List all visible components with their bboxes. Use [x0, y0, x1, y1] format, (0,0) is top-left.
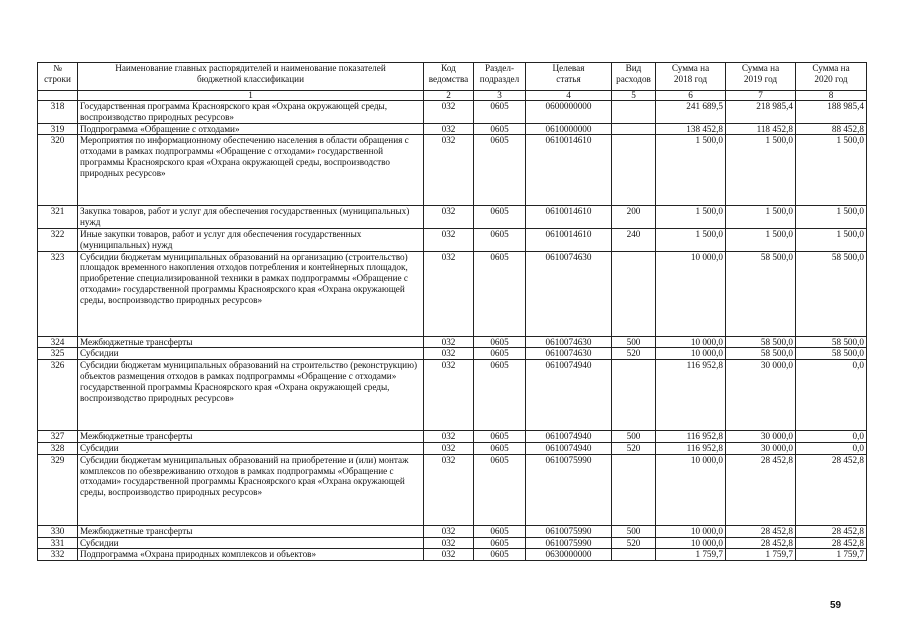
row-sum-2020: 88 452,8	[796, 123, 867, 135]
row-sum-2019: 30 000,0	[726, 442, 796, 454]
row-sum-2018: 116 952,8	[656, 431, 726, 443]
row-sum-2019: 28 452,8	[726, 537, 796, 549]
row-number: 324	[38, 336, 78, 348]
row-number: 331	[38, 537, 78, 549]
row-name: Иные закупки товаров, работ и услуг для обеспечения государственных (муниципальных) нужд	[78, 228, 424, 251]
row-name: Межбюджетные трансферты	[78, 525, 424, 537]
header-dept-code: Код ведомства	[424, 63, 474, 91]
row-target-article: 0610075990	[526, 525, 612, 537]
row-sum-2018: 10 000,0	[656, 525, 726, 537]
row-section: 0605	[474, 336, 526, 348]
row-name: Межбюджетные трансферты	[78, 431, 424, 443]
row-expense-type: 520	[612, 442, 656, 454]
row-target-article: 0610074940	[526, 360, 612, 431]
row-target-article: 0610014610	[526, 228, 612, 251]
row-expense-type: 500	[612, 431, 656, 443]
table-row	[38, 336, 867, 348]
row-section: 0605	[474, 228, 526, 251]
row-sum-2018: 10 000,0	[656, 336, 726, 348]
row-expense-type	[612, 549, 656, 561]
column-number: 6	[656, 91, 726, 101]
row-dept-code: 032	[424, 431, 474, 443]
row-name: Закупка товаров, работ и услуг для обеспечения государственных (муниципальных) нужд	[78, 206, 424, 229]
row-sum-2019: 28 452,8	[726, 525, 796, 537]
row-target-article: 0610014610	[526, 206, 612, 229]
row-sum-2020: 58 500,0	[796, 336, 867, 348]
row-number: 329	[38, 454, 78, 525]
column-number: 1	[78, 91, 424, 101]
row-dept-code: 032	[424, 123, 474, 135]
row-sum-2020: 0,0	[796, 442, 867, 454]
column-number-row	[38, 91, 867, 101]
header-sum-2018: Сумма на 2018 год	[656, 63, 726, 91]
table-row	[38, 135, 867, 206]
row-number: 328	[38, 442, 78, 454]
row-section: 0605	[474, 251, 526, 336]
row-dept-code: 032	[424, 101, 474, 124]
row-expense-type: 520	[612, 348, 656, 360]
page-number: 59	[830, 600, 842, 611]
table-row	[38, 251, 867, 336]
row-number: 318	[38, 101, 78, 124]
row-number: 323	[38, 251, 78, 336]
column-number: 4	[526, 91, 612, 101]
row-sum-2018: 241 689,5	[656, 101, 726, 124]
row-target-article: 0610074630	[526, 336, 612, 348]
row-sum-2020: 1 759,7	[796, 549, 867, 561]
row-sum-2019: 30 000,0	[726, 360, 796, 431]
table-row	[38, 525, 867, 537]
table-row	[38, 360, 867, 431]
header-section: Раздел- подраздел	[474, 63, 526, 91]
row-target-article: 0610075990	[526, 537, 612, 549]
row-number: 330	[38, 525, 78, 537]
row-expense-type: 500	[612, 525, 656, 537]
row-expense-type	[612, 101, 656, 124]
row-section: 0605	[474, 348, 526, 360]
row-number: 327	[38, 431, 78, 443]
row-sum-2019: 218 985,4	[726, 101, 796, 124]
row-dept-code: 032	[424, 251, 474, 336]
header-row	[38, 63, 867, 91]
row-sum-2020: 28 452,8	[796, 537, 867, 549]
table-row	[38, 348, 867, 360]
table-row	[38, 206, 867, 229]
table-row	[38, 101, 867, 124]
column-number: 5	[612, 91, 656, 101]
column-number: 7	[726, 91, 796, 101]
row-target-article: 0610074940	[526, 442, 612, 454]
row-sum-2018: 10 000,0	[656, 537, 726, 549]
row-sum-2019: 1 500,0	[726, 135, 796, 206]
row-name: Субсидии бюджетам муниципальных образований на организацию (строительство) площадок временного накопления отходов потребления и контейнерных площадок, приобретение специализированной техники в рамках подпрограммы «Обращение с отходами» государственной программы Красноярского края «Охрана окружающей среды, воспроизводство природных ресурсов»	[78, 251, 424, 336]
row-sum-2018: 1 759,7	[656, 549, 726, 561]
row-dept-code: 032	[424, 442, 474, 454]
row-sum-2020: 58 500,0	[796, 251, 867, 336]
row-target-article: 0610000000	[526, 123, 612, 135]
table-row	[38, 442, 867, 454]
row-expense-type	[612, 251, 656, 336]
row-name: Межбюджетные трансферты	[78, 336, 424, 348]
row-number: 321	[38, 206, 78, 229]
row-section: 0605	[474, 135, 526, 206]
row-number: 320	[38, 135, 78, 206]
row-sum-2018: 1 500,0	[656, 228, 726, 251]
header-expense-type: Вид расходов	[612, 63, 656, 91]
row-sum-2019: 1 759,7	[726, 549, 796, 561]
row-dept-code: 032	[424, 348, 474, 360]
row-name: Мероприятия по информационному обеспечению населения в области обращения с отходами в рамках подпрограммы «Обращение с отходами» государственной программы Красноярского края «Охрана окружающей среды, воспроизводство природных ресурсов»	[78, 135, 424, 206]
row-sum-2020: 58 500,0	[796, 348, 867, 360]
row-sum-2018: 1 500,0	[656, 135, 726, 206]
row-dept-code: 032	[424, 206, 474, 229]
row-sum-2020: 28 452,8	[796, 454, 867, 525]
row-target-article: 0600000000	[526, 101, 612, 124]
row-dept-code: 032	[424, 135, 474, 206]
row-sum-2020: 28 452,8	[796, 525, 867, 537]
header-sum-2019: Сумма на 2019 год	[726, 63, 796, 91]
row-expense-type: 240	[612, 228, 656, 251]
row-expense-type: 520	[612, 537, 656, 549]
row-sum-2020: 1 500,0	[796, 135, 867, 206]
row-section: 0605	[474, 454, 526, 525]
row-dept-code: 032	[424, 228, 474, 251]
row-name: Государственная программа Красноярского края «Охрана окружающей среды, воспроизводство природных ресурсов»	[78, 101, 424, 124]
row-name: Субсидии бюджетам муниципальных образований на приобретение и (или) монтаж комплексов по обезвреживанию отходов в рамках подпрограммы «Обращение с отходами» государственной программы Красноярского края «Охрана окружающей среды, воспроизводство природных ресурсов»	[78, 454, 424, 525]
row-sum-2019: 30 000,0	[726, 431, 796, 443]
row-target-article: 0610074630	[526, 348, 612, 360]
row-section: 0605	[474, 525, 526, 537]
row-number: 322	[38, 228, 78, 251]
row-name: Субсидии	[78, 442, 424, 454]
row-name: Субсидии	[78, 537, 424, 549]
table-row	[38, 549, 867, 561]
row-sum-2018: 138 452,8	[656, 123, 726, 135]
row-expense-type	[612, 123, 656, 135]
table-row	[38, 537, 867, 549]
row-sum-2019: 28 452,8	[726, 454, 796, 525]
row-name: Подпрограмма «Охрана природных комплексов и объектов»	[78, 549, 424, 561]
row-sum-2018: 10 000,0	[656, 348, 726, 360]
row-expense-type	[612, 135, 656, 206]
header-row-number: № строки	[38, 63, 78, 91]
row-number: 326	[38, 360, 78, 431]
row-sum-2019: 58 500,0	[726, 336, 796, 348]
row-target-article: 0610014610	[526, 135, 612, 206]
row-number: 332	[38, 549, 78, 561]
row-section: 0605	[474, 442, 526, 454]
row-name: Подпрограмма «Обращение с отходами»	[78, 123, 424, 135]
row-section: 0605	[474, 431, 526, 443]
row-sum-2020: 0,0	[796, 431, 867, 443]
row-dept-code: 032	[424, 454, 474, 525]
row-sum-2018: 116 952,8	[656, 360, 726, 431]
table-row	[38, 454, 867, 525]
row-dept-code: 032	[424, 336, 474, 348]
row-dept-code: 032	[424, 549, 474, 561]
column-number: 2	[424, 91, 474, 101]
row-expense-type: 200	[612, 206, 656, 229]
row-number: 319	[38, 123, 78, 135]
row-sum-2018: 116 952,8	[656, 442, 726, 454]
row-name: Субсидии бюджетам муниципальных образований на строительство (реконструкцию) объектов размещения отходов в рамках подпрограммы «Обращение с отходами» государственной программы Красноярского края «Охрана окружающей среды, воспроизводство природных ресурсов»	[78, 360, 424, 431]
row-target-article: 0610075990	[526, 454, 612, 525]
row-sum-2018: 1 500,0	[656, 206, 726, 229]
table-row	[38, 123, 867, 135]
table-row	[38, 431, 867, 443]
row-sum-2019: 58 500,0	[726, 251, 796, 336]
row-sum-2020: 1 500,0	[796, 206, 867, 229]
column-number: 3	[474, 91, 526, 101]
row-section: 0605	[474, 537, 526, 549]
row-sum-2019: 58 500,0	[726, 348, 796, 360]
row-expense-type: 500	[612, 336, 656, 348]
budget-table	[37, 62, 867, 561]
row-number: 325	[38, 348, 78, 360]
row-section: 0605	[474, 123, 526, 135]
row-sum-2020: 188 985,4	[796, 101, 867, 124]
table-row	[38, 228, 867, 251]
row-sum-2020: 1 500,0	[796, 228, 867, 251]
row-expense-type	[612, 454, 656, 525]
row-dept-code: 032	[424, 525, 474, 537]
row-target-article: 0630000000	[526, 549, 612, 561]
header-target-article: Целевая статья	[526, 63, 612, 91]
column-number: 8	[796, 91, 867, 101]
row-section: 0605	[474, 360, 526, 431]
column-number	[38, 91, 78, 101]
row-section: 0605	[474, 101, 526, 124]
row-sum-2020: 0,0	[796, 360, 867, 431]
row-section: 0605	[474, 549, 526, 561]
row-dept-code: 032	[424, 537, 474, 549]
row-section: 0605	[474, 206, 526, 229]
row-sum-2019: 118 452,8	[726, 123, 796, 135]
row-target-article: 0610074630	[526, 251, 612, 336]
row-sum-2018: 10 000,0	[656, 251, 726, 336]
row-sum-2019: 1 500,0	[726, 206, 796, 229]
row-dept-code: 032	[424, 360, 474, 431]
row-sum-2018: 10 000,0	[656, 454, 726, 525]
header-name: Наименование главных распорядителей и наименование показателей бюджетной классификации	[78, 63, 424, 91]
row-expense-type	[612, 360, 656, 431]
row-name: Субсидии	[78, 348, 424, 360]
row-sum-2019: 1 500,0	[726, 228, 796, 251]
row-target-article: 0610074940	[526, 431, 612, 443]
header-sum-2020: Сумма на 2020 год	[796, 63, 867, 91]
